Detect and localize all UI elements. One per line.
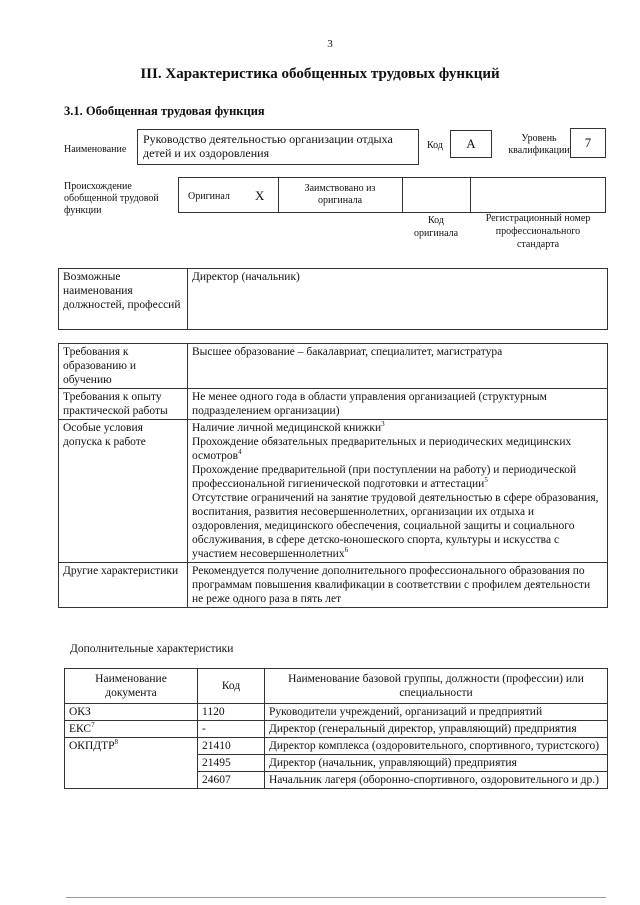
page-bottom-rule (66, 897, 606, 898)
additional-title: Дополнительные характеристики (70, 643, 234, 655)
add-code: 24607 (198, 772, 265, 789)
origin-label: Происхождение обобщенной трудовой функции (64, 181, 159, 216)
reg-number-caption: Регистрационный номер профессионального стандарта (485, 213, 591, 250)
positions-label: Возможные наименования должностей, профессий (59, 269, 188, 330)
req-experience-label: Требования к опыту практической работы (59, 389, 188, 420)
admission-line-3: Прохождение предварительной (при поступлении на работу) и периодической профессиональной гигиенической подготовки и аттестации$^5$ (192, 464, 577, 490)
add-code: 1120 (198, 704, 265, 721)
add-name: Директор (начальник, управляющий) предприятия (265, 755, 608, 772)
code-value: А (450, 130, 492, 158)
admission-line-1: Наличие личной медицинской книжки$^3$ (192, 420, 385, 434)
add-name: Начальник лагеря (оборонно-спортивного, оздоровительного и др.) (265, 772, 608, 789)
req-experience-value: Не менее одного года в области управления организацией (структурным подразделением организации) (188, 389, 608, 420)
requirements-table (58, 343, 608, 608)
origin-divider-1 (278, 177, 279, 213)
add-header-code: Код (198, 669, 265, 704)
add-code: 21410 (198, 738, 265, 755)
add-header-name: Наименование базовой группы, должности (профессии) или специальности (265, 669, 608, 704)
level-value: 7 (570, 128, 606, 158)
table-row (65, 738, 608, 755)
additional-table (64, 668, 608, 789)
add-doc: ОКЗ (65, 704, 198, 721)
req-education-label: Требования к образованию и обучению (59, 344, 188, 389)
table-row (65, 721, 608, 738)
positions-table (58, 268, 608, 330)
origin-divider-3 (470, 177, 471, 213)
origin-box (178, 177, 606, 213)
add-doc: ОКПДТР$^8$ (65, 738, 198, 789)
origin-divider-2 (402, 177, 403, 213)
page-number: 3 (327, 38, 333, 50)
admission-line-2: Прохождение обязательных предварительных и периодических медицинских осмотров$^4$ (192, 436, 572, 462)
add-code: 21495 (198, 755, 265, 772)
add-name: Директор (генеральный директор, управляющий) предприятия (265, 721, 608, 738)
level-label: Уровень квалификации (508, 133, 570, 156)
add-name: Руководители учреждений, организаций и предприятий (265, 704, 608, 721)
section-title: III. Характеристика обобщенных трудовых функций (140, 66, 500, 82)
name-value-box (137, 129, 419, 165)
borrowed-label: Заимствовано из оригинала (304, 183, 376, 206)
add-header-doc: Наименование документа (65, 669, 198, 704)
req-admission-label: Особые условия допуска к работе (59, 420, 188, 563)
req-education-value: Высшее образование – бакалавриат, специалитет, магистратура (188, 344, 608, 389)
req-other-value: Рекомендуется получение дополнительного профессионального образования по программам повышения квалификации в соответствии с профилем деятельности не реже одного раза в пять лет (188, 563, 608, 608)
add-code: - (198, 721, 265, 738)
name-label: Наименование (64, 144, 127, 155)
table-row (65, 704, 608, 721)
req-other-label: Другие характеристики (59, 563, 188, 608)
code-origin-caption: Код оригинала (413, 215, 459, 239)
name-value: Руководство деятельностью организации отдыха детей и их оздоровления (143, 132, 393, 160)
add-name: Директор комплекса (оздоровительного, спортивного, туристского) (265, 738, 608, 755)
code-label: Код (427, 140, 443, 151)
req-admission-value (188, 420, 608, 563)
subsection-title: 3.1. Обобщенная трудовая функция (64, 104, 265, 118)
add-doc: ЕКС$^7$ (65, 721, 198, 738)
original-mark: Х (255, 188, 265, 203)
admission-line-4: Отсутствие ограничений на занятие трудовой деятельностью в сфере образования, воспитания, развития несовершеннолетних, организации их отдыха и оздоровления, медицинского обеспечения, социальной защиты и социального обслуживания, в сфере детско-юношеского спорта, культуры и искусства с участием несовершеннолетних$^6$ (192, 492, 599, 560)
original-label: Оригинал (188, 191, 230, 202)
positions-value: Директор (начальник) (188, 269, 608, 330)
